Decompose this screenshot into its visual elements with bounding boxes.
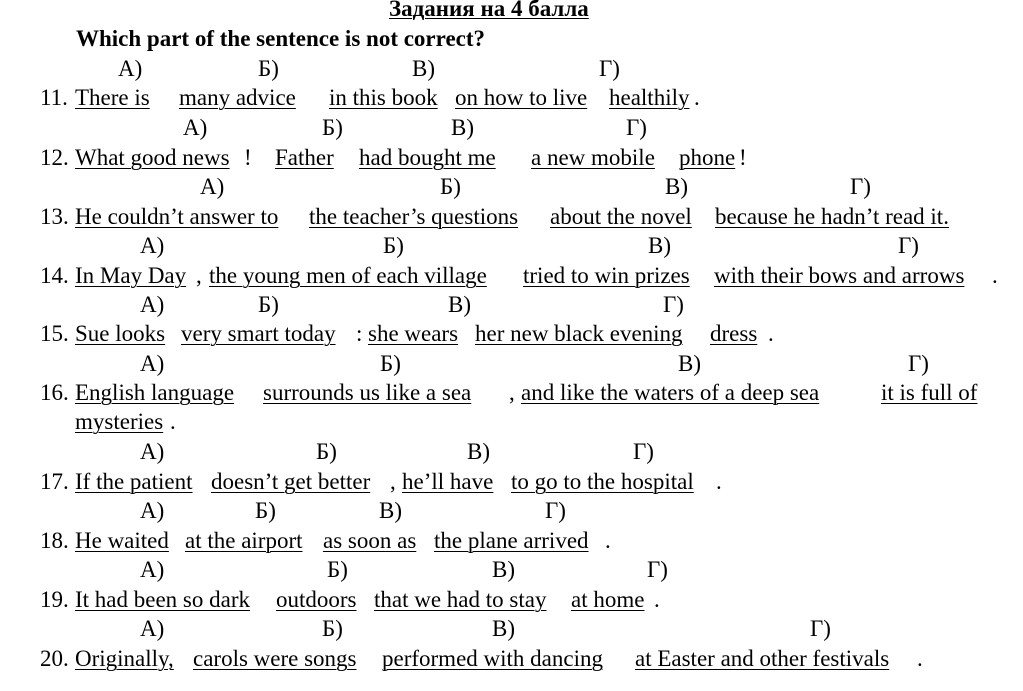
option-label-a: А) — [140, 292, 165, 317]
segment-g: at home — [571, 587, 645, 612]
segment-b: doesn’t get better — [211, 469, 371, 494]
option-label-b: Б) — [327, 557, 348, 582]
option-label-v: В) — [379, 498, 402, 523]
segment-a: What good news — [75, 145, 230, 170]
option-label-v: В) — [665, 174, 688, 199]
segment-v: as soon as — [323, 528, 417, 553]
option-label-b: Б) — [322, 115, 343, 140]
option-label-v: В) — [492, 557, 515, 582]
segment-g: at Easter and other festivals — [635, 646, 890, 671]
segment-v: that we had to stay — [374, 587, 547, 612]
option-label-v: В) — [451, 115, 474, 140]
question-number: 17. — [40, 469, 69, 494]
punct: . — [992, 263, 998, 288]
segment-g: to go to the hospital — [511, 469, 694, 494]
segment-v: he’ll have — [402, 469, 494, 494]
punct: . — [654, 587, 660, 612]
segment-v: and like the waters of a deep sea — [521, 380, 820, 405]
option-label-g: Г) — [647, 557, 668, 582]
segment-v: performed with dancing — [382, 646, 603, 671]
segment-b: many advice — [179, 85, 296, 110]
option-label-a: А) — [183, 115, 208, 140]
segment-b: carols were songs — [193, 646, 357, 671]
question-number: 19. — [40, 587, 69, 612]
segment-b: very smart today — [181, 321, 336, 346]
segment-v: tried to win prizes — [523, 263, 690, 288]
option-label-a: А) — [140, 557, 165, 582]
segment-a: He waited — [75, 528, 169, 553]
question-number: 13. — [40, 204, 69, 229]
punct: ! — [244, 145, 252, 170]
segment-a: If the patient — [75, 469, 193, 494]
option-label-v: В) — [678, 351, 701, 376]
option-label-g: Г) — [545, 498, 566, 523]
segment-b: the teacher’s questions — [309, 204, 519, 229]
option-label-b: Б) — [255, 498, 276, 523]
segment-v: she wears — [368, 321, 459, 346]
option-label-a: А) — [200, 174, 225, 199]
option-label-b: Б) — [322, 616, 343, 641]
segment-g2: phone — [679, 145, 736, 170]
option-label-b: Б) — [258, 292, 279, 317]
option-label-a: А) — [140, 233, 165, 258]
segment-b: surrounds us like a sea — [263, 380, 472, 405]
option-label-b: Б) — [440, 174, 461, 199]
segment-g2: healthily — [609, 85, 690, 110]
option-label-a: А) — [140, 616, 165, 641]
segment-a: Originally, — [75, 646, 174, 671]
punct: . — [694, 85, 700, 110]
question-number: 18. — [40, 528, 69, 553]
option-label-g: Г) — [626, 115, 647, 140]
segment-g2: dress — [710, 321, 758, 346]
segment-b: at the airport — [185, 528, 303, 553]
segment-v: about the novel — [550, 204, 692, 229]
option-label-g: Г) — [810, 616, 831, 641]
option-label-v: В) — [412, 56, 435, 81]
option-label-g: Г) — [633, 439, 654, 464]
option-label-b: Б) — [258, 56, 279, 81]
option-label-a: А) — [140, 498, 165, 523]
option-label-a: А) — [118, 56, 143, 81]
punct: : — [356, 321, 363, 346]
punct: . — [716, 469, 722, 494]
punct: . — [768, 321, 774, 346]
segment-b: the young men of each village — [209, 263, 487, 288]
punct: , — [509, 380, 515, 405]
question-number: 11. — [40, 85, 68, 110]
option-label-g: Г) — [908, 351, 929, 376]
option-label-g: Г) — [898, 233, 919, 258]
question-number: 20. — [40, 646, 69, 671]
punct: , — [196, 263, 202, 288]
segment-b: outdoors — [276, 587, 357, 612]
segment-a: It had been so dark — [75, 587, 250, 612]
punct: . — [170, 409, 176, 434]
segment-g1: a new mobile — [531, 145, 655, 170]
punct: , — [390, 469, 396, 494]
segment-g1: on how to live — [455, 85, 588, 110]
option-label-b: Б) — [316, 439, 337, 464]
segment-g: the plane arrived — [434, 528, 589, 553]
option-label-g: Г) — [663, 292, 684, 317]
option-label-v: В) — [467, 439, 490, 464]
question-number: 12. — [40, 145, 69, 170]
segment-v: had bought me — [359, 145, 496, 170]
segment-a: English language — [75, 380, 235, 405]
option-label-a: А) — [140, 351, 165, 376]
option-label-b: Б) — [380, 351, 401, 376]
option-label-v: В) — [648, 233, 671, 258]
segment-a: There is — [75, 85, 150, 110]
segment-g2: mysteries — [75, 409, 164, 434]
question-number: 16. — [40, 380, 69, 405]
punct: . — [917, 646, 923, 671]
segment-g: with their bows and arrows — [714, 263, 965, 288]
punct: ! — [739, 145, 747, 170]
punct: . — [605, 528, 611, 553]
segment-g1: it is full of — [881, 380, 978, 405]
page-title: Задания на 4 балла — [389, 0, 589, 21]
segment-a: In May Day — [75, 263, 187, 288]
instruction: Which part of the sentence is not correct? — [76, 26, 486, 51]
option-label-g: Г) — [599, 56, 620, 81]
option-label-a: А) — [140, 439, 165, 464]
segment-g1: her new black evening — [475, 321, 683, 346]
option-label-b: Б) — [383, 233, 404, 258]
segment-v: in this book — [329, 85, 438, 110]
option-label-v: В) — [448, 292, 471, 317]
option-label-g: Г) — [850, 174, 871, 199]
question-number: 14. — [40, 263, 69, 288]
question-number: 15. — [40, 321, 69, 346]
segment-b: Father — [275, 145, 334, 170]
segment-g: because he hadn’t read it. — [715, 204, 949, 229]
option-label-v: В) — [492, 616, 515, 641]
segment-a: Sue looks — [75, 321, 166, 346]
segment-a: He couldn’t answer to — [75, 204, 279, 229]
